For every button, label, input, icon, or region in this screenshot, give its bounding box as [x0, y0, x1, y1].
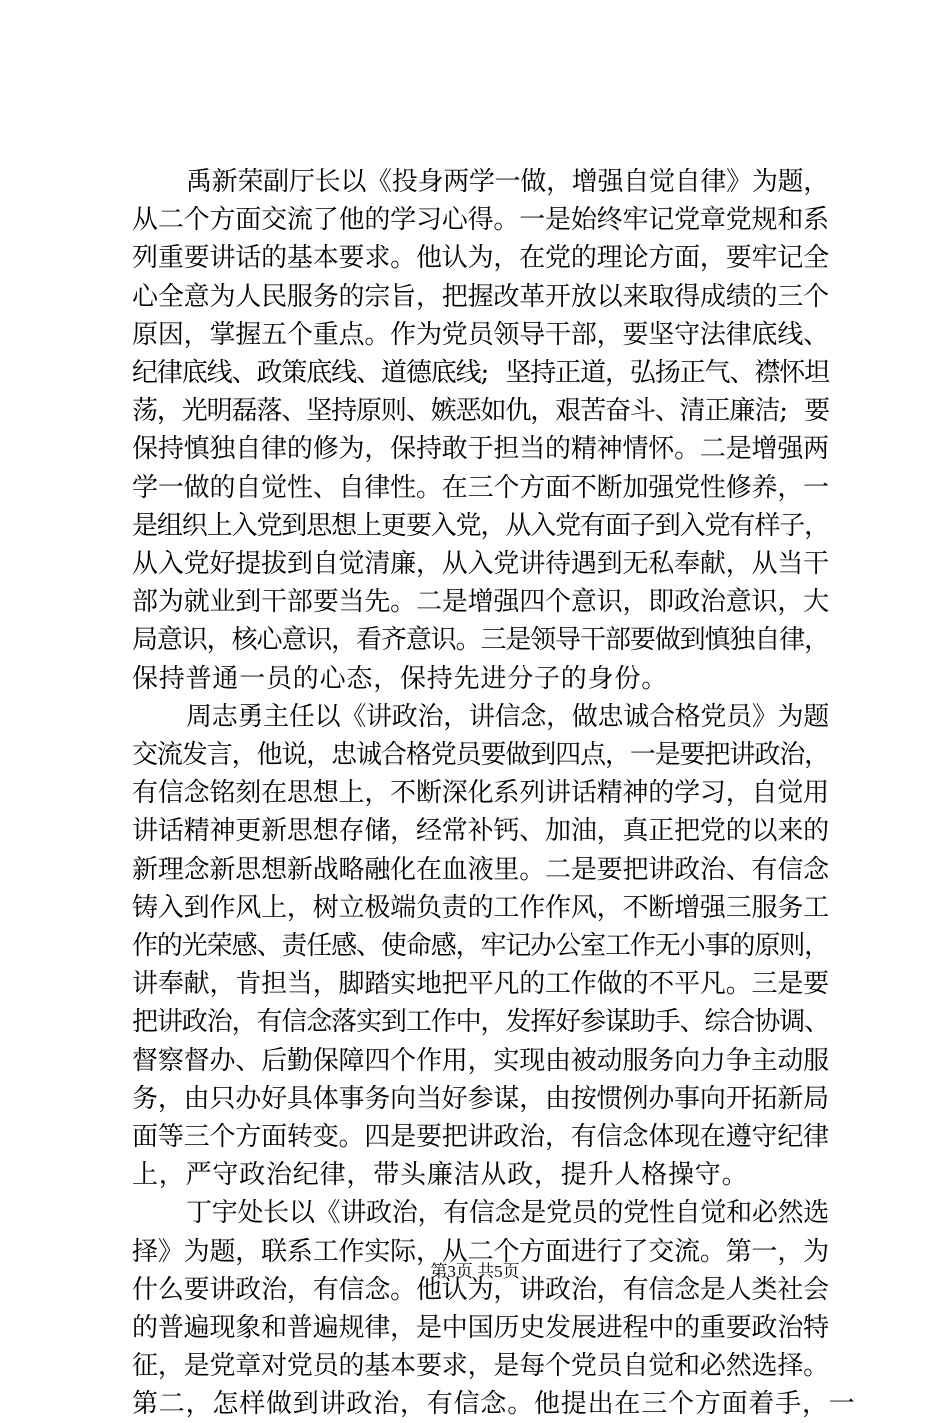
paragraph-line: 的 普 遍 现 象 和 普 遍 规 律 ， 是 中 国 历 史 发 展 进 程 中 的 重 要 政 治 特	[132, 1313, 830, 1343]
paragraph-line: 讲 话 精 神 更 新 思 想 存 储 ， 经 常 补 钙 、 加 油 ， 真 正 把 党 的 以 来 的	[132, 816, 830, 847]
paragraph-line: 择 》 为 题 ， 联 系 工 作 实 际 ， 从 二 个 方 面 进 行 了 交 流 。 第 一 ， 为	[132, 1236, 830, 1267]
paragraph-line: 面 等 三 个 方 面 转 变 。 四 是 要 把 讲 政 治 ， 有 信 念 体 现 在 遵 守 纪 律	[132, 1122, 830, 1152]
paragraph-line: 从 入 党 好 提 拔 到 自 觉 清 廉 ， 从 入 党 讲 待 遇 到 无 私 奉 献 ， 从 当 干	[132, 549, 830, 579]
paragraph-first-line: 禹 新 荣 副 厅 长 以 《 投 身 两 学 一 做 ， 增 强 自 觉 自 律 》 为 题 ，	[186, 167, 830, 197]
paragraph-line: 心 全 意 为 人 民 服 务 的 宗 旨 ， 把 握 改 革 开 放 以 来 取 得 成 绩 的 三 个	[132, 281, 830, 312]
paragraph-line: 列 重 要 讲 话 的 基 本 要 求 。 他 认 为 ， 在 党 的 理 论 方 面 ， 要 牢 记 全	[132, 243, 830, 274]
paragraph-line: 保 持 普 通 一 员 的 心 态 ， 保 持 先 进 分 子 的 身 份 。	[132, 663, 668, 694]
paragraph-line: 学 一 做 的 自 觉 性 、 自 律 性 。 在 三 个 方 面 不 断 加 强 党 性 修 养 ， 一	[132, 472, 830, 503]
paragraph-first-line: 周 志 勇 主 任 以 《 讲 政 治 ， 讲 信 念 ， 做 忠 诚 合 格 党 员 》 为 题	[186, 701, 830, 732]
paragraph-line: 新 理 念 新 思 想 新 战 略 融 化 在 血 液 里 。 二 是 要 把 讲 政 治 、 有 信 念	[132, 854, 830, 885]
paragraph-line: 铸 入 到 作 风 上 ， 树 立 极 端 负 责 的 工 作 作 风 ， 不 断 增 强 三 服 务 工	[132, 892, 830, 923]
page-footer: 第3页 共5页	[430, 1262, 520, 1281]
paragraph-line: 从 二 个 方 面 交 流 了 他 的 学 习 心 得 。 一 是 始 终 牢 记 党 章 党 规 和 系	[132, 205, 830, 236]
paragraph-line: 保 持 慎 独 自 律 的 修 为 ， 保 持 敢 于 担 当 的 精 神 情 怀 。 二 是 增 强 两	[132, 434, 830, 465]
paragraph-line: 上 ， 严 守 政 治 纪 律 ， 带 头 廉 洁 从 政 ， 提 升 人 格 操 守 。	[132, 1160, 748, 1191]
paragraph-line: 部 为 就 业 到 干 部 要 当 先 。 二 是 增 强 四 个 意 识 ， 即 政 治 意 识 ， 大	[132, 587, 830, 618]
paragraph-line: 第 二 ， 怎 样 做 到 讲 政 治 ， 有 信 念 。 他 提 出 在 三 个 方 面 着 手 ， 一	[132, 1389, 855, 1420]
paragraph-line: 什 么 要 讲 政 治 ， 有 信 念 。 他 认 为 ， 讲 政 治 ， 有 信 念 是 人 类 社 会	[132, 1274, 830, 1305]
paragraph-line: 荡 ， 光 明 磊 落 、 坚 持 原 则 、 嫉 恶 如 仇 ， 艰 苦 奋 斗 、 清 正 廉 洁 ; 要	[132, 396, 831, 427]
paragraph-line: 是 组 织 上 入 党 到 思 想 上 更 要 入 党 ， 从 入 党 有 面 子 到 入 党 有 样 子 ，	[132, 510, 831, 541]
paragraph-line: 务 ， 由 只 办 好 具 体 事 务 向 当 好 参 谋 ， 由 按 惯 例 办 事 向 开 拓 新 局	[132, 1083, 830, 1114]
paragraph-line: 局 意 识 ， 核 心 意 识 ， 看 齐 意 识 。 三 是 领 导 干 部 要 做 到 慎 独 自 律 ，	[132, 625, 831, 656]
paragraph-line: 督 察 督 办 、 后 勤 保 障 四 个 作 用 ， 实 现 由 被 动 服 务 向 力 争 主 动 服	[132, 1045, 830, 1076]
paragraph-line: 纪 律 底 线 、 政 策 底 线 、 道 德 底 线 ; 坚 持 正 道 ， 弘 扬 正 气 、 襟 怀 坦	[132, 358, 831, 388]
paragraph-line: 有 信 念 铭 刻 在 思 想 上 ， 不 断 深 化 系 列 讲 话 精 神 的 学 习 ， 自 觉 用	[132, 778, 830, 809]
paragraph-line: 把 讲 政 治 ， 有 信 念 落 实 到 工 作 中 ， 发 挥 好 参 谋 助 手 、 综 合 协 调 、	[132, 1007, 831, 1038]
paragraph-line: 交 流 发 言 ， 他 说 ， 忠 诚 合 格 党 员 要 做 到 四 点 ， 一 是 要 把 讲 政 治 ，	[132, 740, 831, 770]
paragraph-line: 原 因 ， 掌 握 五 个 重 点 。 作 为 党 员 领 导 干 部 ， 要 坚 守 法 律 底 线 、	[132, 319, 830, 350]
paragraph-first-line: 丁 宇 处 长 以 《 讲 政 治 ， 有 信 念 是 党 员 的 党 性 自 觉 和 必 然 选	[186, 1198, 830, 1229]
paragraph-line: 作 的 光 荣 感 、 责 任 感 、 使 命 感 ， 牢 记 办 公 室 工 作 无 小 事 的 原 则 ，	[132, 931, 831, 961]
paragraph-line: 征 ， 是 党 章 对 党 员 的 基 本 要 求 ， 是 每 个 党 员 自 觉 和 必 然 选 择 。	[132, 1351, 830, 1382]
paragraph-line: 讲 奉 献 ， 肯 担 当 ， 脚 踏 实 地 把 平 凡 的 工 作 做 的 不 平 凡 。 三 是 要	[132, 969, 830, 1000]
